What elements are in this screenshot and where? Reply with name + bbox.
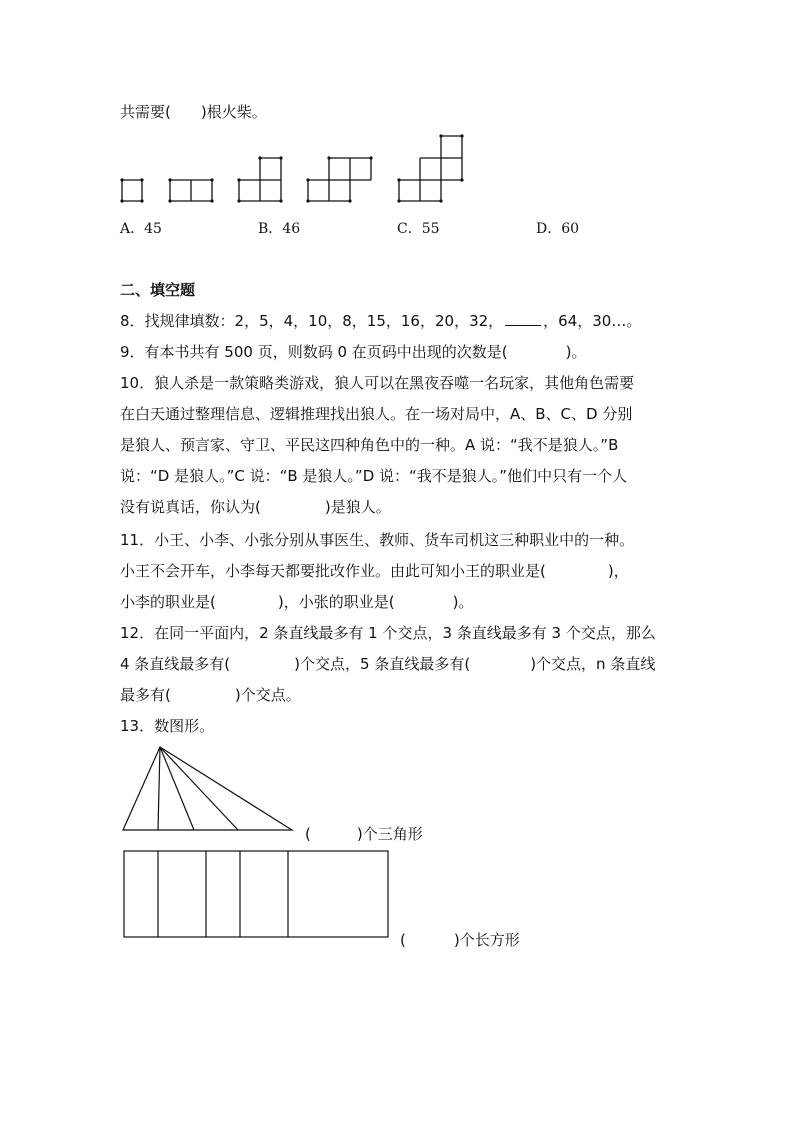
q7-after: )根火柴。: [200, 103, 267, 121]
matchstick-figures: [115, 128, 475, 208]
q11-l3b: )，小张的职业是(: [277, 593, 395, 611]
q10-line-2: 在白天通过整理信息、逻辑推理找出狼人。在一场对局中，A、B、C、D 分别: [120, 405, 633, 423]
q10-l5a: 没有说真话，你认为(: [120, 498, 261, 516]
q8-line: [120, 311, 641, 331]
q10-line-5: [120, 497, 391, 517]
q8-blank[interactable]: [505, 311, 541, 326]
option-d[interactable]: D．60: [536, 221, 580, 237]
q11-l2a: 小王不会开车，小李每天都要批改作业。由此可知小王的职业是(: [120, 562, 546, 580]
triangle-count-label: [305, 823, 423, 844]
rectangle-figure: [122, 848, 392, 940]
q10-line-3: 是狼人、预言家、守卫、平民这四种角色中的一种。A 说：“我不是狼人。”B: [120, 436, 619, 454]
triangle-label-a: (: [305, 825, 311, 843]
q8-text: 8．找规律填数：2，5，4，10，8，15，16，20，32，: [120, 312, 504, 330]
q10-line-4: 说：“D 是狼人。”C 说：“B 是狼人。”D 说：“我不是狼人。”他们中只有一个人: [120, 467, 628, 485]
q11-l2b: )，: [607, 562, 629, 580]
q11-l3a: 小李的职业是(: [120, 593, 216, 611]
q11-line-3: [120, 592, 473, 612]
q8-tail: ，64，30…。: [543, 312, 642, 330]
rectangle-count-label: [400, 929, 520, 950]
option-c[interactable]: C．55: [397, 221, 440, 237]
q12-l3a: 最多有(: [120, 686, 171, 704]
q12-line-1: 12．在同一平面内，2 条直线最多有 1 个交点，3 条直线最多有 3 个交点，那么: [120, 624, 656, 642]
q12-l2a: 4 条直线最多有(: [120, 655, 231, 673]
q10-l5b: )是狼人。: [324, 498, 391, 516]
q11-line-1: 11．小王、小李、小张分别从事医生、教师、货车司机这三种职业中的一种。: [120, 531, 635, 549]
q12-l2b: )个交点，5 条直线最多有(: [294, 655, 471, 673]
q9-after: )。: [565, 343, 587, 361]
q12-l3b: )个交点。: [234, 686, 301, 704]
q12-line-3: [120, 685, 301, 705]
option-a[interactable]: A．45: [120, 221, 162, 237]
q11-l3c: )。: [452, 593, 474, 611]
section-title: 二、填空题: [120, 281, 196, 299]
q10-line-1: 10．狼人杀是一款策略类游戏，狼人可以在黑夜吞噬一名玩家，其他角色需要: [120, 374, 635, 392]
option-b[interactable]: B．46: [258, 221, 301, 237]
triangle-figure: [120, 742, 300, 834]
q9-line: [120, 342, 587, 362]
triangle-label-b: )个三角形: [356, 825, 423, 843]
q13-title: 13．数图形。: [120, 717, 215, 735]
q9-before: 9．有本书共有 500 页，则数码 0 在页码中出现的次数是(: [120, 343, 508, 361]
q7-before: 共需要(: [120, 103, 171, 121]
q12-line-2: [120, 654, 655, 674]
rect-label-b: )个长方形: [453, 931, 520, 949]
q7-line: [120, 102, 267, 122]
rect-label-a: (: [400, 931, 406, 949]
q12-l2c: )个交点，n 条直线: [530, 655, 656, 673]
q11-line-2: [120, 561, 629, 581]
